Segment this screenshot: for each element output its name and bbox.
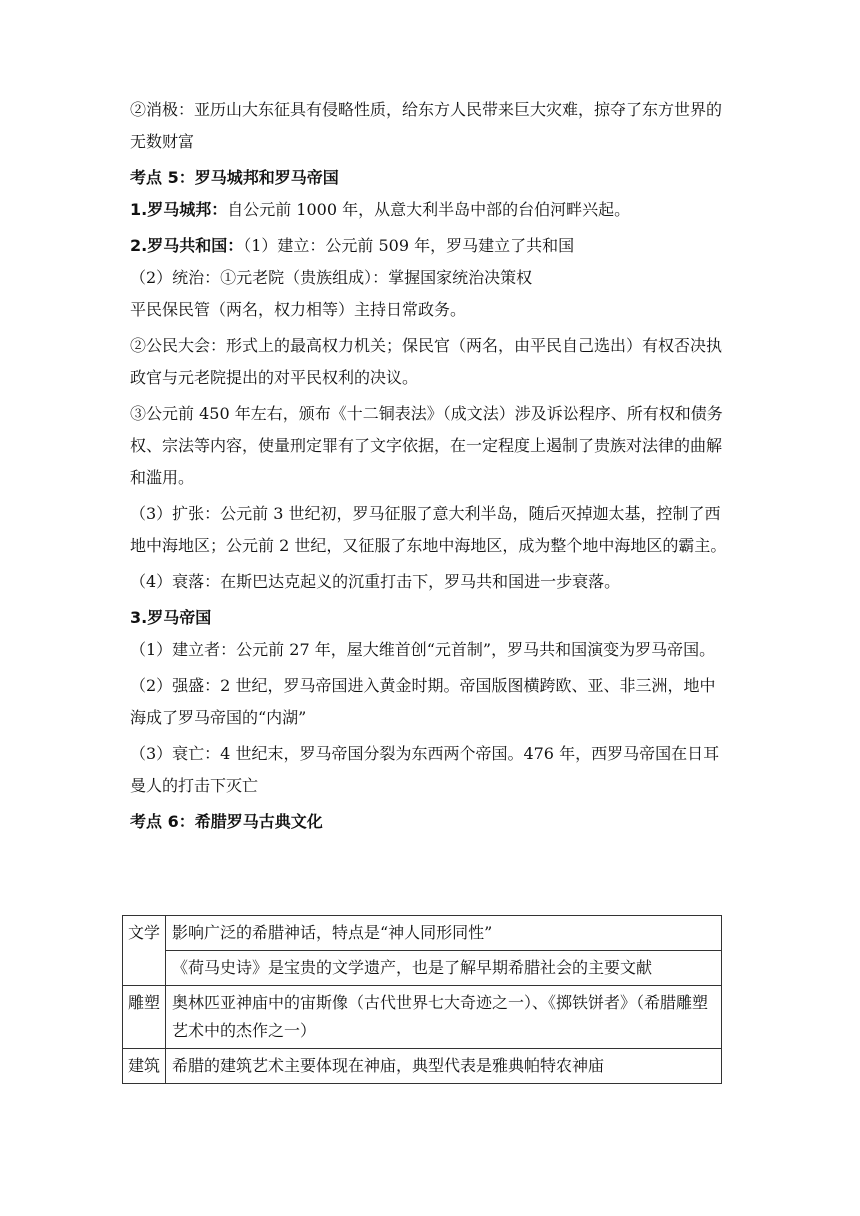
paragraph-roman-republic [130,230,730,262]
table-category-cell: 雕塑 [123,986,166,1049]
paragraph-empire-fall: （3）衰亡：4 世纪末，罗马帝国分裂为东西两个帝国。476 年，西罗马帝国在日耳曼人的打击下灭亡 [130,744,720,795]
paragraph-expansion: （3）扩张：公元前 3 世纪初，罗马征服了意大利半岛，随后灭掉迦太基，控制了西地中海地区；公元前 2 世纪，又征服了东地中海地区，成为整个地中海地区的霸主。 [130,504,727,555]
paragraph-rule: （2）统治：①元老院（贵族组成）：掌握国家统治决策权 [130,268,533,287]
table-content-cell: 影响广泛的希腊神话，特点是“神人同形同性” [166,916,722,951]
item-text: 自公元前 1000 年，从意大利半岛中部的台伯河畔兴起。 [227,200,631,219]
paragraph-decline: （4）衰落：在斯巴达克起义的沉重打击下，罗马共和国进一步衰落。 [130,572,621,591]
table-category-cell [123,951,166,986]
item-label: 1.罗马城邦： [130,200,228,219]
table-row [123,916,722,951]
table-content-cell: 奥林匹亚神庙中的宙斯像（古代世界七大奇迹之一）、《掷铁饼者》（希腊雕塑艺术中的杰作之一） [166,986,722,1049]
table-content-cell: 希腊的建筑艺术主要体现在神庙，典型代表是雅典帕特农神庙 [166,1049,722,1084]
section-heading-6: 考点 6：希腊罗马古典文化 [130,812,323,831]
culture-table [122,915,722,1084]
table-row [123,986,722,1049]
paragraph-negative-impact: ②消极：亚历山大东征具有侵略性质，给东方人民带来巨大灾难，掠夺了东方世界的无数财富 [130,100,723,151]
paragraph-tribune: 平民保民管（两名，权力相等）主持日常政务。 [130,300,467,319]
section-heading-5: 考点 5：罗马城邦和罗马帝国 [130,168,339,187]
paragraph-twelve-tables: ③公元前 450 年左右，颁布《十二铜表法》（成文法）涉及诉讼程序、所有权和债务权、宗法等内容，使量刑定罪有了文字依据，在一定程度上遏制了贵族对法律的曲解和滥用。 [130,404,723,487]
item-heading-roman-empire: 3.罗马帝国 [130,608,212,627]
table-category-cell: 建筑 [123,1049,166,1084]
paragraph-empire-founding: （1）建立者：公元前 27 年，屋大维首创“元首制”，罗马共和国演变为罗马帝国。 [130,640,716,659]
item-label: 2.罗马共和国： [130,236,244,255]
document-body [130,94,730,838]
paragraph-roman-city-state [130,194,730,226]
table-row [123,951,722,986]
paragraph-empire-prosperity: （2）强盛：2 世纪，罗马帝国进入黄金时期。帝国版图横跨欧、亚、非三洲，地中海成了罗马帝国的“内湖” [130,676,716,727]
item-text: （1）建立：公元前 509 年，罗马建立了共和国 [243,236,575,255]
table-row [123,1049,722,1084]
table-content-cell: 《荷马史诗》是宝贵的文学遗产，也是了解早期希腊社会的主要文献 [166,951,722,986]
table-category-cell: 文学 [123,916,166,951]
paragraph-assembly: ②公民大会：形式上的最高权力机关；保民官（两名，由平民自己选出）有权否决执政官与元老院提出的对平民权利的决议。 [130,336,723,387]
